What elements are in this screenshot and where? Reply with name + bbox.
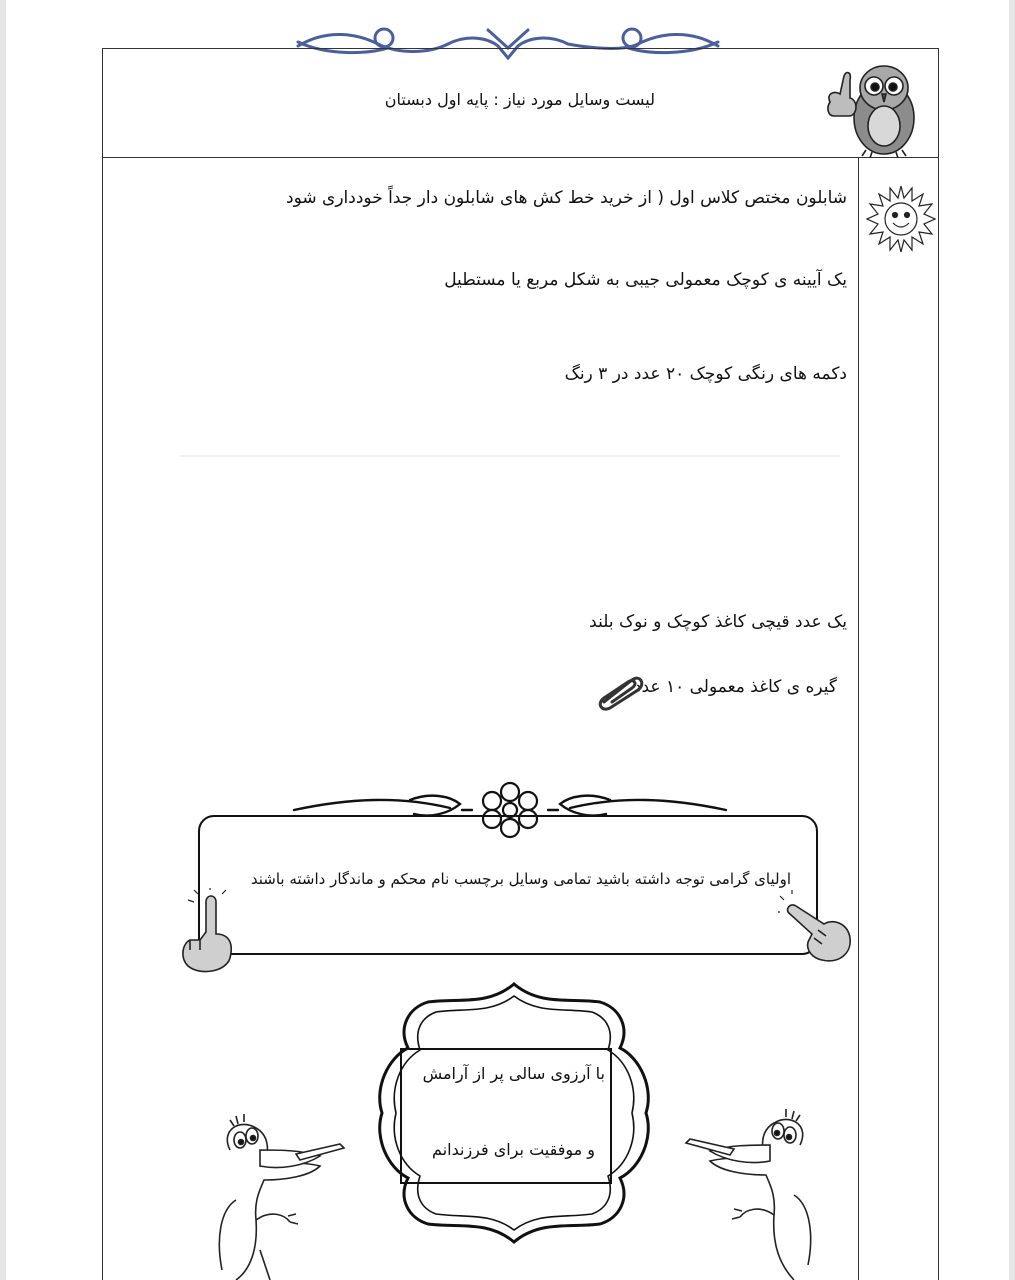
margin-rule xyxy=(858,157,859,1280)
page-edge-right xyxy=(1009,0,1015,1280)
bird-with-pencil-icon xyxy=(200,1110,350,1280)
list-item: شابلون مختص کلاس اول ( از خرید خط کش های شابلون دار جداً خودداری شود xyxy=(286,188,847,208)
pointing-hand-icon xyxy=(176,888,242,978)
pointing-hand-icon xyxy=(778,890,860,970)
sun-icon xyxy=(866,184,936,254)
owl-thumbs-up-icon xyxy=(822,54,926,158)
header-divider xyxy=(102,157,939,158)
paperclip-icon xyxy=(594,672,646,712)
list-item: گیره ی کاغذ معمولی ۱۰ عدد xyxy=(633,677,837,697)
page-title: لیست وسایل مورد نیاز : پایه اول دبستان xyxy=(384,90,655,109)
page-edge-left xyxy=(0,0,6,1280)
list-item: یک آیینه ی کوچک معمولی جیبی به شکل مربع یا مستطیل xyxy=(444,270,847,290)
list-item: دکمه های رنگی کوچک ۲۰ عدد در ۳ رنگ xyxy=(564,364,847,384)
list-item: یک عدد قیچی کاغذ کوچک و نوک بلند xyxy=(589,612,847,632)
wish-line: و موفقیت برای فرزندانم xyxy=(432,1140,595,1159)
wish-line: با آرزوی سالی پر از آرامش xyxy=(422,1064,605,1083)
faded-line xyxy=(180,455,840,457)
notice-text: اولیای گرامی توجه داشته باشید تمامی وسایل برچسب نام محکم و ماندگار داشته باشند xyxy=(250,870,791,888)
bird-with-pencil-icon xyxy=(680,1105,830,1280)
